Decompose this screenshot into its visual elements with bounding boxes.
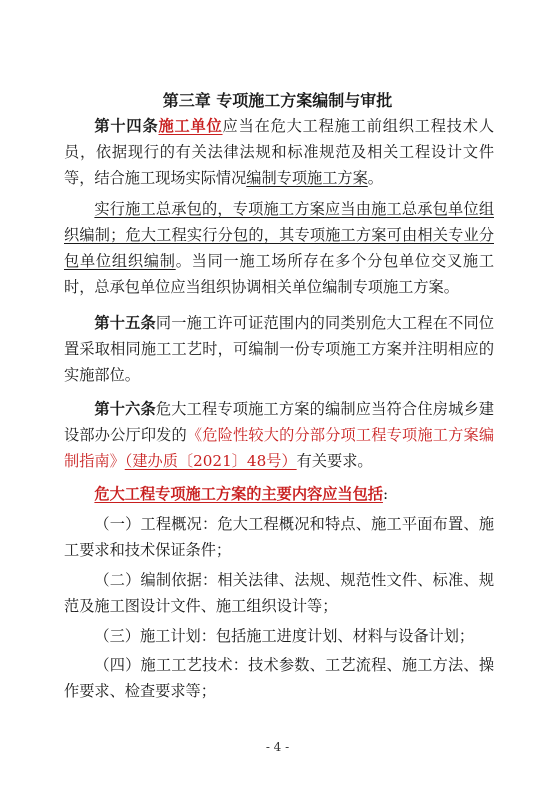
article-16-text-a: 危大工程专项施工方案的编制应当符合住房城乡建设部办公厅印发的 bbox=[64, 400, 495, 444]
contents-heading-colon: : bbox=[382, 485, 389, 503]
contents-heading-red: 危大工程专项施工方案的主要内容应当包括 bbox=[94, 485, 383, 503]
content-item-4: （四）施工工艺技术：技术参数、工艺流程、施工方法、操作要求、检查要求等； bbox=[64, 656, 494, 700]
content-item-3: （三）施工计划：包括施工进度计划、材料与设备计划； bbox=[94, 627, 475, 645]
article-16-doc-no: （建办质〔2021〕48号） bbox=[124, 452, 297, 470]
article-14-subject: 施工单位 bbox=[158, 117, 223, 135]
article-14 bbox=[64, 113, 494, 191]
article-14-para-2-rest: 。当同一施工场所存在多个分包单位交叉施工时，总承包单位应当组织协调相关单位编制专项施工方案。 bbox=[64, 252, 495, 296]
article-15 bbox=[64, 310, 494, 388]
content-item-1: （一）工程概况：危大工程概况和特点、施工平面布置、施工要求和技术保证条件； bbox=[64, 515, 494, 559]
article-15-text: 同一施工许可证范围内的同类别危大工程在不同位置采取相同施工工艺时，可编制一份专项施工方案并注明相应的实施部位。 bbox=[64, 314, 495, 384]
article-14-label: 第十四条 bbox=[94, 117, 159, 135]
chapter-title: 第三章 专项施工方案编制与审批 bbox=[162, 91, 393, 110]
article-14-text-b: 。 bbox=[367, 169, 383, 187]
contents-heading bbox=[64, 481, 494, 507]
article-14-para-2-underlined: 实行施工总承包的，专项施工方案应当由施工总承包单位组织编制；危大工程实行分包的，其专项施工方案可由相关专业分包单位组织编制 bbox=[64, 200, 494, 270]
article-14-text-a: 应当在危大工程施工前组织工程技术人员，依据现行的有关法律法规和标准规范及相关工程设计文件等，结合施工现场实际情况 bbox=[64, 117, 495, 187]
article-15-label: 第十五条 bbox=[94, 314, 156, 332]
content-item-2: （二）编制依据：相关法律、法规、规范性文件、标准、规范及施工图设计文件、施工组织设计等； bbox=[64, 571, 494, 615]
article-14-para-2 bbox=[64, 196, 494, 300]
article-16 bbox=[64, 396, 494, 474]
article-16-doc-title: 《危险性较大的分部分项工程专项施工方案编制指南》 bbox=[64, 426, 495, 470]
page-number: - 4 - bbox=[265, 740, 290, 754]
article-16-label: 第十六条 bbox=[94, 400, 156, 418]
article-16-text-b: 有关要求。 bbox=[296, 452, 373, 470]
article-14-link: 编制专项施工方案 bbox=[246, 169, 368, 187]
